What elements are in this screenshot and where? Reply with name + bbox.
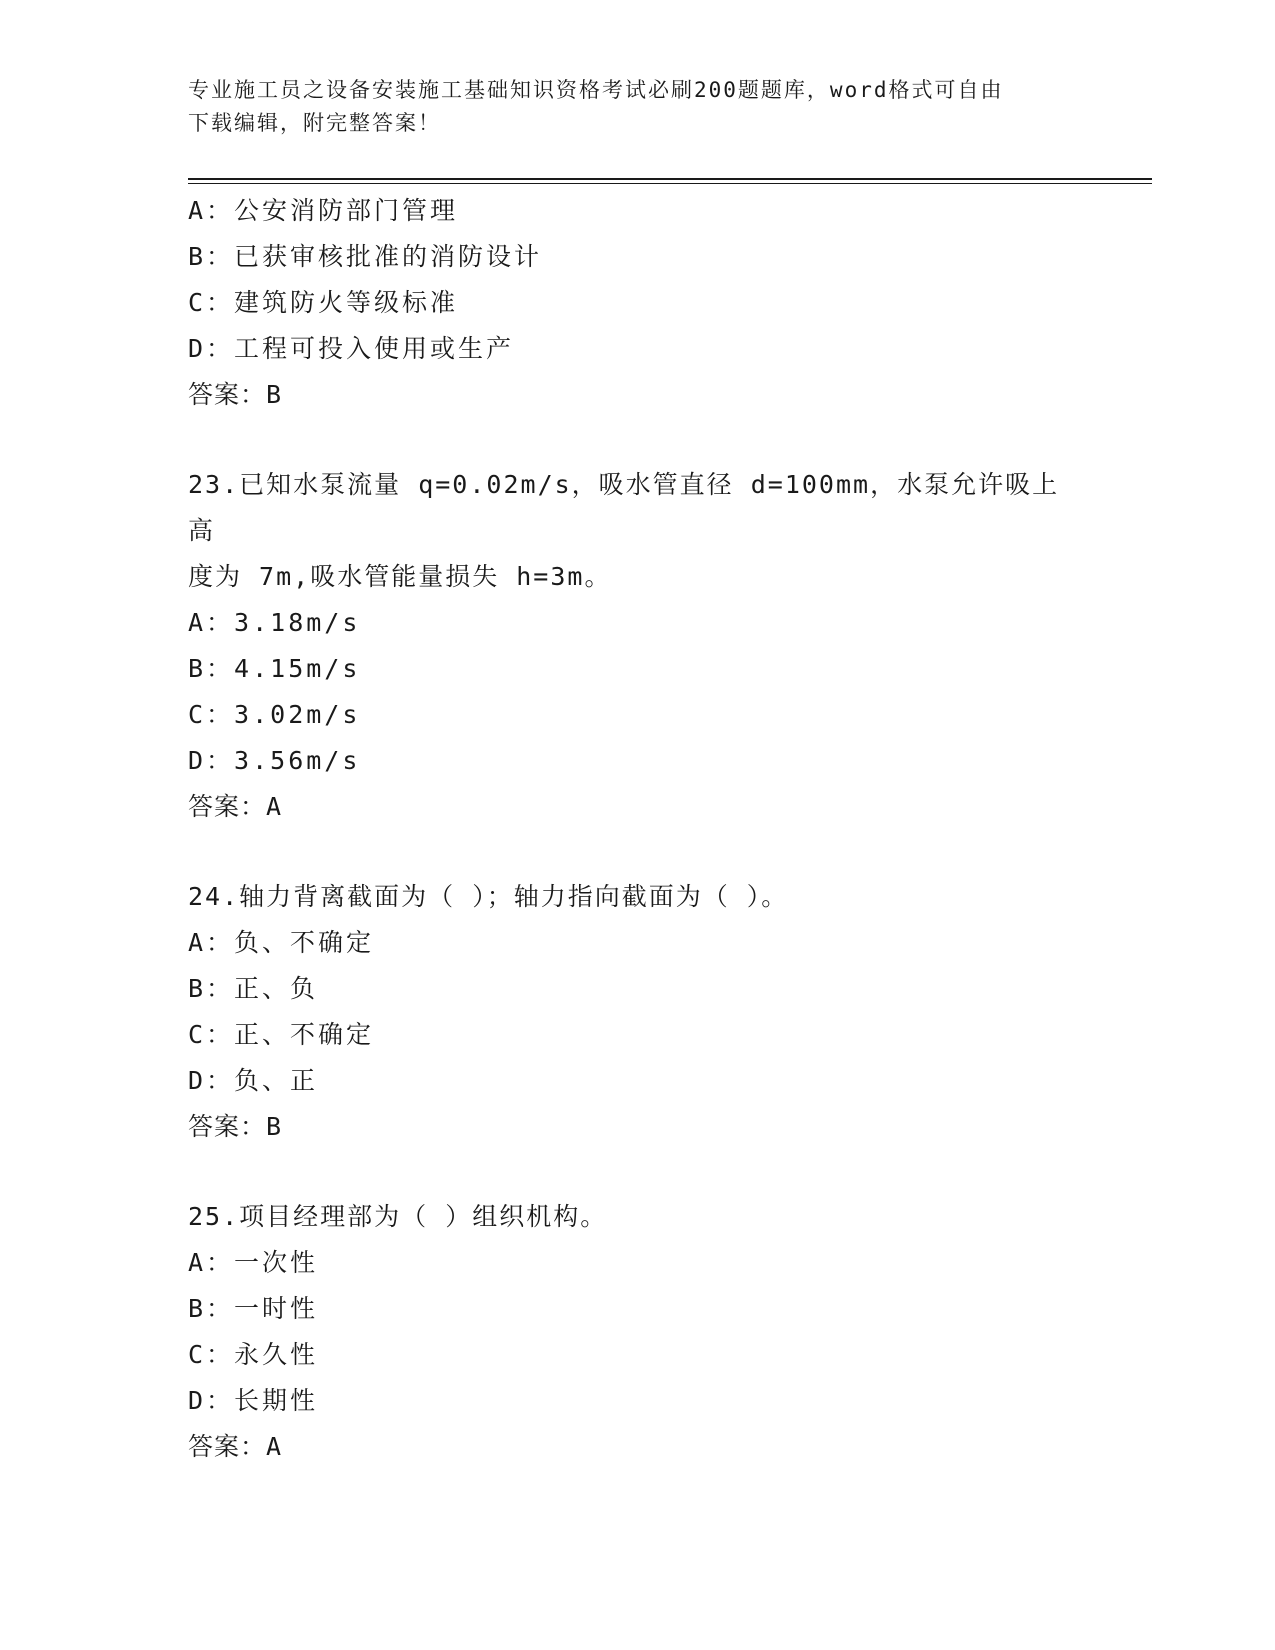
answer-line: 答案：B [188,380,283,409]
option-b: B：4.15m/s [188,654,361,683]
option-a: A：一次性 [188,1248,319,1277]
option-a: A：负、不确定 [188,928,375,957]
answer-line: 答案：A [188,792,283,821]
option-d: D：工程可投入使用或生产 [188,334,515,363]
question-stem: 25.项目经理部为（ ）组织机构。 [188,1202,608,1231]
header-divider-thin [188,183,1152,184]
option-c: C：永久性 [188,1340,319,1369]
question-25 [188,1194,1088,1470]
document-header [188,74,1068,140]
option-a: A：公安消防部门管理 [188,196,459,225]
option-c: C：3.02m/s [188,700,361,729]
question-stem-line-2: 度为 7m,吸水管能量损失 h=3m。 [188,562,612,591]
option-d: D：负、正 [188,1066,319,1095]
option-b: B：正、负 [188,974,319,1003]
option-c: C：建筑防火等级标准 [188,288,459,317]
option-d: D：长期性 [188,1386,319,1415]
header-line-1: 专业施工员之设备安装施工基础知识资格考试必刷200题题库，word格式可自由 [188,78,1004,102]
option-b: B：一时性 [188,1294,319,1323]
answer-line: 答案：A [188,1432,283,1461]
header-line-2: 下载编辑，附完整答案！ [188,111,441,135]
question-23 [188,462,1088,830]
question-24 [188,874,1088,1150]
option-d: D：3.56m/s [188,746,361,775]
question-list [188,188,1088,1470]
option-c: C：正、不确定 [188,1020,375,1049]
option-b: B：已获审核批准的消防设计 [188,242,543,271]
question-22 [188,188,1088,418]
question-stem [188,462,1068,600]
header-divider-thick [188,178,1152,180]
answer-line: 答案：B [188,1112,283,1141]
option-a: A：3.18m/s [188,608,361,637]
question-stem-line-1: 23.已知水泵流量 q=0.02m/s，吸水管直径 d=100mm，水泵允许吸上高 [188,470,1060,545]
question-stem: 24.轴力背离截面为（ ）；轴力指向截面为（ ）。 [188,882,789,911]
